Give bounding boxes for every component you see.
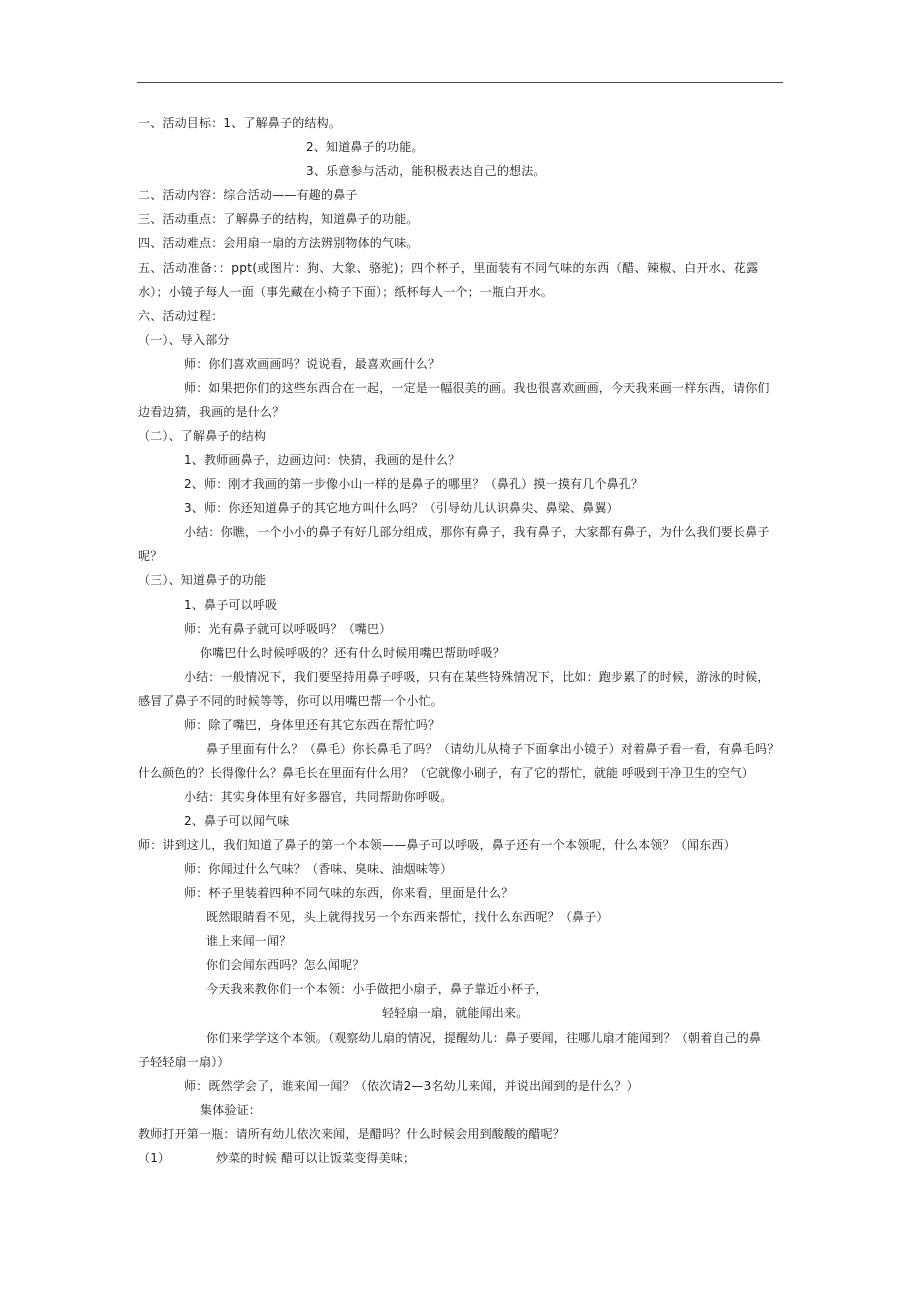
text-line: 一、活动目标：1、了解鼻子的结构。: [138, 116, 342, 130]
text-line: （一）、导入部分: [138, 333, 230, 347]
text-line: 师：光有鼻子就可以呼吸吗？（嘴巴）: [184, 622, 392, 636]
text-line: 集体验证：: [200, 1103, 262, 1117]
text-line: 六、活动过程：: [138, 309, 224, 323]
text-line: 三、活动重点：了解鼻子的结构，知道鼻子的功能。: [138, 212, 419, 226]
text-line: 小结：你瞧，一个小小的鼻子有好几部分组成，那你有鼻子，我有鼻子，大家都有鼻子，为什么我们要长鼻子: [184, 525, 770, 539]
text-line: （二）、了解鼻子的结构: [138, 429, 267, 443]
text-line: 小结：其实身体里有好多器官，共同帮助你呼吸。: [184, 790, 453, 804]
text-line: 感冒了鼻子不同的时候等等，你可以用嘴巴帮一个小忙。: [138, 694, 444, 708]
text-line: 子轻轻扇一扇））: [138, 1055, 230, 1069]
text-line: 水）；小镜子每人一面（事先藏在小椅子下面）；纸杯每人一个；一瓶白开水。: [138, 285, 554, 299]
text-line: 师：杯子里装着四种不同气味的东西，你来看，里面是什么？: [184, 886, 514, 900]
text-line: 师：除了嘴巴，身体里还有其它东西在帮忙吗？: [184, 718, 441, 732]
text-line: 2、知道鼻子的功能。: [306, 140, 424, 154]
text-line: 鼻子里面有什么？（鼻毛）你长鼻毛了吗？（请幼儿从椅子下面拿出小镜子）对着鼻子看一看，有鼻毛吗？: [206, 742, 780, 756]
text-line: 师：讲到这儿，我们知道了鼻子的第一个本领——鼻子可以呼吸，鼻子还有一个本领呢，什么本领？（闻东西）: [138, 838, 736, 852]
text-line: 四、活动难点：会用扇一扇的方法辨别物体的气味。: [138, 236, 419, 250]
text-line: 3、乐意参与活动，能积极表达自己的想法。: [306, 164, 546, 178]
text-line: 1、教师画鼻子，边画边问：快猜，我画的是什么？: [184, 453, 461, 467]
text-line: 二、活动内容：综合活动——有趣的鼻子: [138, 188, 358, 202]
text-line: 师：你们喜欢画画吗？说说看，最喜欢画什么？: [184, 357, 441, 371]
text-line: 2、师：刚才我画的第一步像小山一样的是鼻子的哪里？（鼻孔）摸一摸有几个鼻孔？: [184, 477, 644, 491]
text-line: 教师打开第一瓶：请所有幼儿依次来闻，是醋吗？什么时候会用到酸酸的醋呢？: [138, 1127, 566, 1141]
text-line: 3、师：你还知道鼻子的其它地方叫什么吗？（引导幼儿认识鼻尖、鼻梁、鼻翼）: [184, 501, 619, 515]
text-line: 谁上来闻一闻？: [206, 934, 292, 948]
text-line: 你们来学学这个本领。（观察幼儿扇的情况，提醒幼儿：鼻子要闻，往哪儿扇才能闻到？（朝着自己的鼻: [206, 1031, 762, 1045]
text-line: 五、活动准备：：ppt(或图片：狗、大象、骆驼)；四个杯子，里面装有不同气味的东西（醋、辣椒、白开水、花露: [138, 261, 759, 275]
text-line: 师：如果把你们的这些东西合在一起，一定是一幅很美的画。我也很喜欢画画，今天我来画一样东西，请你们: [184, 381, 770, 395]
text-line: 轻轻扇一扇，就能闻出来。: [382, 1006, 529, 1020]
text-line: 师：你闻过什么气味？（香味、臭味、油烟味等）: [184, 862, 453, 876]
text-line: （1）: [138, 1151, 171, 1165]
text-line: 什么颜色的？长得像什么？鼻毛长在里面有什么用？（它就像小刷子，有了它的帮忙，就能 呼吸到干净卫生的空气）: [138, 766, 754, 780]
text-line: 今天我来教你们一个本领：小手做把小扇子，鼻子靠近小杯子，: [206, 982, 548, 996]
text-line: 炒菜的时候 醋可以让饭菜变得美味；: [216, 1151, 416, 1165]
header-rule: [137, 82, 783, 83]
text-line: 呢？: [138, 549, 163, 563]
text-line: 2、鼻子可以闻气味: [184, 814, 290, 828]
text-line: 小结：一般情况下，我们要坚持用鼻子呼吸，只有在某些特殊情况下，比如：跑步累了的时候，游泳的时候，: [184, 670, 770, 684]
text-line: 既然眼睛看不见，头上就得找另一个东西来帮忙，找什么东西呢？（鼻子）: [206, 910, 609, 924]
text-line: 你嘴巴什么时候呼吸的？还有什么时候用嘴巴帮助呼吸？: [200, 646, 506, 660]
text-line: （三）、知道鼻子的功能: [138, 573, 267, 587]
text-line: 你们会闻东西吗？怎么闻呢？: [206, 958, 365, 972]
text-line: 师：既然学会了，谁来闻一闻？（依次请2—3名幼儿来闻，并说出闻到的是什么？）: [184, 1079, 639, 1093]
text-line: 1、鼻子可以呼吸: [184, 598, 278, 612]
text-line: 边看边猜，我画的是什么？: [138, 405, 285, 419]
